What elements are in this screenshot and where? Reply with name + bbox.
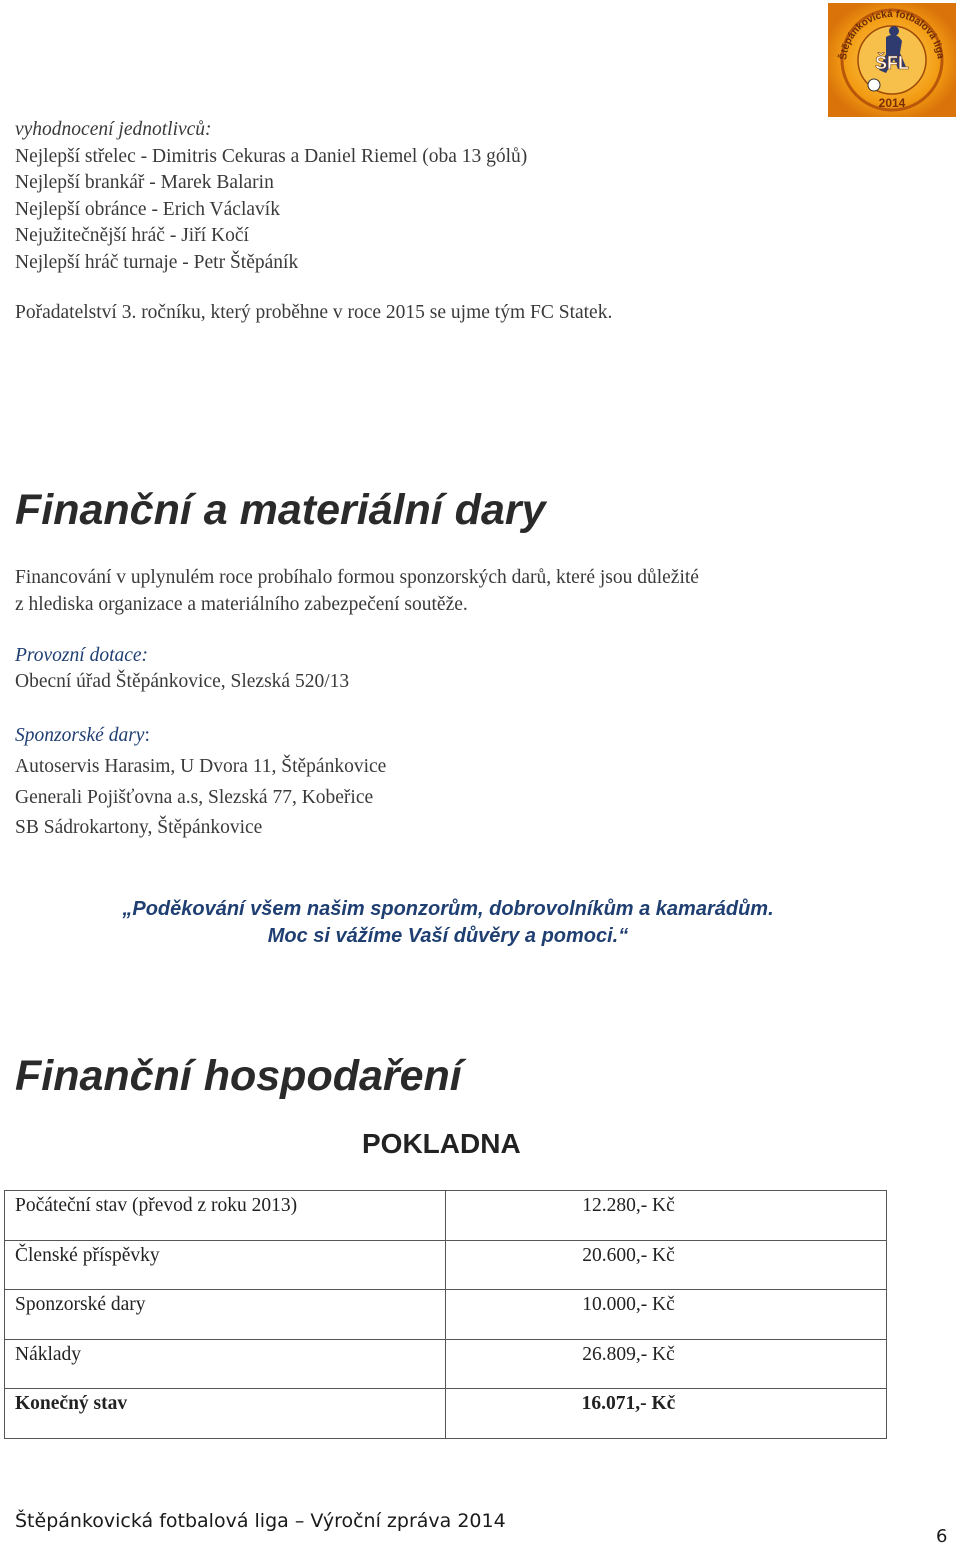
sponsor-item: Autoservis Harasim, U Dvora 11, Štěpánkovice bbox=[15, 756, 387, 777]
row-label: Konečný stav bbox=[5, 1389, 446, 1439]
sponsor-item: Generali Pojišťovna a.s, Slezská 77, Kobeřice bbox=[15, 786, 374, 808]
paragraph-line: z hlediska organizace a materiálního zabezpečení soutěže. bbox=[15, 593, 468, 615]
award-line: Nejužitečnější hráč - Jiří Kočí bbox=[15, 225, 249, 247]
logo-arc-text: Štěpánkovická fotbalová liga bbox=[838, 8, 946, 61]
row-value: 26.809,- Kč bbox=[446, 1339, 887, 1389]
row-label: Počáteční stav (převod z roku 2013) bbox=[5, 1191, 446, 1241]
organizer-note: Pořadatelství 3. ročníku, který proběhne v roce 2015 se ujme tým FC Statek. bbox=[15, 302, 613, 323]
page-number: 6 bbox=[936, 1526, 948, 1547]
row-label: Sponzorské dary bbox=[5, 1290, 446, 1340]
table-row bbox=[5, 1240, 887, 1290]
table-row-total bbox=[5, 1389, 887, 1439]
donations-section-title: Finanční a materiální dary bbox=[15, 486, 546, 534]
donations-paragraph bbox=[15, 565, 915, 618]
sponsor-item: SB Sádrokartony, Štěpánkovice bbox=[15, 817, 263, 838]
thanks-message bbox=[0, 896, 896, 949]
row-value: 10.000,- Kč bbox=[446, 1290, 887, 1340]
sponsors-label: Sponzorské dary bbox=[15, 725, 145, 746]
award-line: Nejlepší hráč turnaje - Petr Štěpáník bbox=[15, 251, 299, 273]
league-logo-badge-icon bbox=[828, 3, 956, 117]
page-footer: Štěpánkovická fotbalová liga – Výroční zpráva 2014 bbox=[15, 1510, 506, 1532]
sponsors-label-colon: : bbox=[144, 725, 150, 746]
operating-grant bbox=[15, 645, 349, 693]
cashbox-title: POKLADNA bbox=[362, 1128, 521, 1159]
thanks-line: Moc si vážíme Vaší důvěry a pomoci.“ bbox=[267, 924, 629, 947]
row-label: Členské příspěvky bbox=[5, 1240, 446, 1290]
award-line: Nejlepší obránce - Erich Václavík bbox=[15, 198, 280, 220]
sponsor-list bbox=[15, 725, 386, 844]
finance-section-title: Finanční hospodaření bbox=[15, 1052, 462, 1100]
thanks-line: „Poděkování všem našim sponzorům, dobrovolníkům a kamarádům. bbox=[122, 898, 774, 920]
table-row bbox=[5, 1290, 887, 1340]
awards-heading: vyhodnocení jednotlivců: bbox=[15, 119, 212, 140]
award-line: Nejlepší střelec - Dimitris Cekuras a Daniel Riemel (oba 13 gólů) bbox=[15, 145, 528, 167]
paragraph-line: Financování v uplynulém roce probíhalo formou sponzorských darů, které jsou důležité bbox=[15, 567, 699, 588]
row-value: 12.280,- Kč bbox=[446, 1191, 887, 1241]
operating-grant-value: Obecní úřad Štěpánkovice, Slezská 520/13 bbox=[15, 671, 350, 692]
row-value: 20.600,- Kč bbox=[446, 1240, 887, 1290]
table-row bbox=[5, 1339, 887, 1389]
logo-year: 2014 bbox=[878, 96, 906, 110]
cashbox-table bbox=[4, 1190, 887, 1439]
award-line: Nejlepší brankář - Marek Balarin bbox=[15, 172, 274, 194]
operating-grant-label: Provozní dotace: bbox=[15, 645, 149, 666]
table-row bbox=[5, 1191, 887, 1241]
logo-abbr: ŠFL bbox=[875, 53, 909, 73]
league-logo bbox=[828, 3, 956, 117]
row-label: Náklady bbox=[5, 1339, 446, 1389]
player-awards bbox=[15, 117, 527, 277]
row-value: 16.071,- Kč bbox=[446, 1389, 887, 1439]
